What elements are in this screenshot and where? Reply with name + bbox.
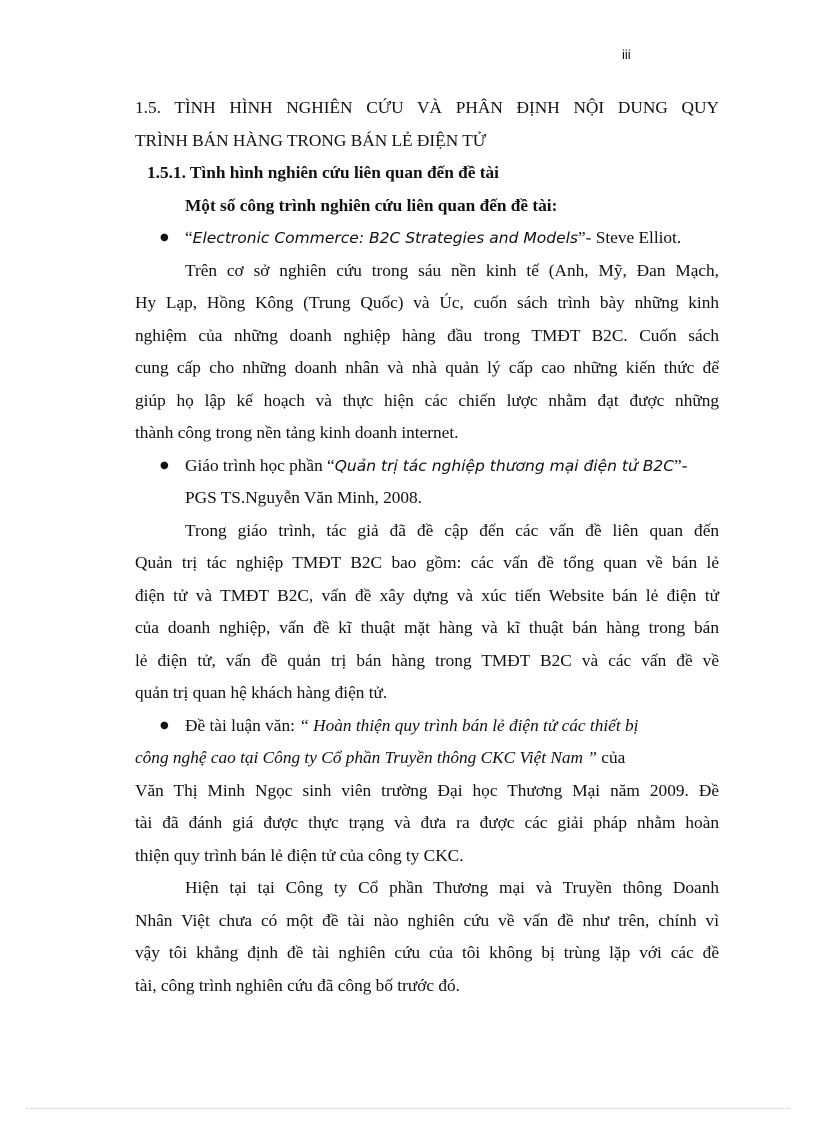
paragraph-line: Hy Lạp, Hồng Kông (Trung Quốc) và Úc, cuốn sách trình bày những kinh: [135, 293, 719, 312]
paragraph-line: điện tử và TMĐT B2C, vấn đề xây dựng và xúc tiến Website bán lẻ điện tử: [135, 585, 719, 605]
document-body: [135, 92, 719, 1002]
paragraph-line: tài đã đánh giá được thực trạng và đưa ra được các giải pháp nhằm hoàn: [135, 813, 719, 832]
paragraph-line: Quản trị tác nghiệp TMĐT B2C bao gồm: các vấn đề tổng quan về bán lẻ: [135, 553, 719, 572]
bullet-item-2: ● Giáo trình học phần “Quản trị tác nghiệp thương mại điện tử B2C”-: [135, 450, 719, 483]
paragraph-line: Trong giáo trình, tác giả đã đề cập đến các vấn đề liên quan đến: [185, 520, 719, 540]
page-bottom-divider: [26, 1108, 790, 1109]
paragraph-line: Văn Thị Minh Ngọc sinh viên trường Đại học Thương Mại năm 2009. Đề: [135, 780, 719, 800]
page-number: iii: [622, 47, 631, 62]
bullet-item-2-author: PGS TS.Nguyễn Văn Minh, 2008.: [185, 488, 423, 507]
paragraph-line: thiện quy trình bán lẻ điện tử của công ty CKC.: [135, 845, 464, 865]
bullet-item-3-line-2: công nghệ cao tại Công ty Cổ phần Truyền thông CKC Việt Nam ” của: [135, 748, 626, 767]
paragraph-line: Hiện tại tại Công ty Cổ phần Thương mại và Truyền thông Doanh: [185, 878, 719, 897]
paragraph-line: Trên cơ sở nghiên cứu trong sáu nền kinh tế (Anh, Mỹ, Đan Mạch,: [185, 260, 719, 280]
section-title-line-2: TRÌNH BÁN HÀNG TRONG BÁN LẺ ĐIỆN TỬ: [135, 130, 487, 150]
thesis-title-part-1: “ Hoàn thiện quy trình bán lẻ điện tử các thiết bị: [299, 715, 639, 735]
paragraph-line: thành công trong nền tảng kinh doanh internet.: [135, 423, 459, 442]
section-title-line-1: 1.5. TÌNH HÌNH NGHIÊN CỨU VÀ PHÂN ĐỊNH NỘI DUNG QUY: [135, 98, 719, 117]
bullet-dot-icon: ●: [160, 719, 169, 731]
subsection-heading: 1.5.1. Tình hình nghiên cứu liên quan đến đề tài: [147, 163, 499, 182]
book-title: Electronic Commerce: B2C Strategies and Models: [192, 229, 578, 247]
textbook-title: Quản trị tác nghiệp thương mại điện tử B2C: [334, 456, 675, 475]
paragraph-line: nghiệm của những doanh nghiệp hàng đầu trong TMĐT B2C. Cuốn sách: [135, 325, 719, 345]
bullet-dot-icon: ●: [160, 459, 169, 471]
bullet-dot-icon: ●: [160, 232, 169, 243]
paragraph-line: vậy tôi khẳng định đề tài nghiên cứu của tôi không bị trùng lặp với các đề: [135, 943, 719, 962]
paragraph-line: Nhân Việt chưa có một đề tài nào nghiên cứu về vấn đề như trên, chính vì: [135, 910, 719, 930]
paragraph-line: quản trị quan hệ khách hàng điện tử.: [135, 683, 388, 702]
thesis-title-part-2: công nghệ cao tại Công ty Cổ phần Truyền thông CKC Việt Nam ”: [135, 748, 597, 767]
paragraph-line: của doanh nghiệp, vấn đề kĩ thuật mặt hàng và kĩ thuật bán hàng trong bán: [135, 618, 719, 637]
bullet-item-1: ● “Electronic Commerce: B2C Strategies and Models”- Steve Elliot.: [135, 222, 719, 255]
paragraph-line: lẻ điện tử, vấn đề quản trị bán hàng trong TMĐT B2C và các vấn đề về: [135, 650, 719, 670]
paragraph-line: tài, công trình nghiên cứu đã công bố trước đó.: [135, 975, 460, 995]
intro-heading: Một số công trình nghiên cứu liên quan đến đề tài:: [185, 195, 558, 215]
paragraph-line: giúp họ lập kế hoạch và thực hiện các chiến lược nhằm đạt được những: [135, 390, 719, 410]
bullet-item-3: ● Đề tài luận văn: “ Hoàn thiện quy trình bán lẻ điện tử các thiết bị: [135, 710, 719, 743]
paragraph-line: cung cấp cho những doanh nhân và nhà quản lý cấp cao những kiến thức để: [135, 358, 719, 377]
